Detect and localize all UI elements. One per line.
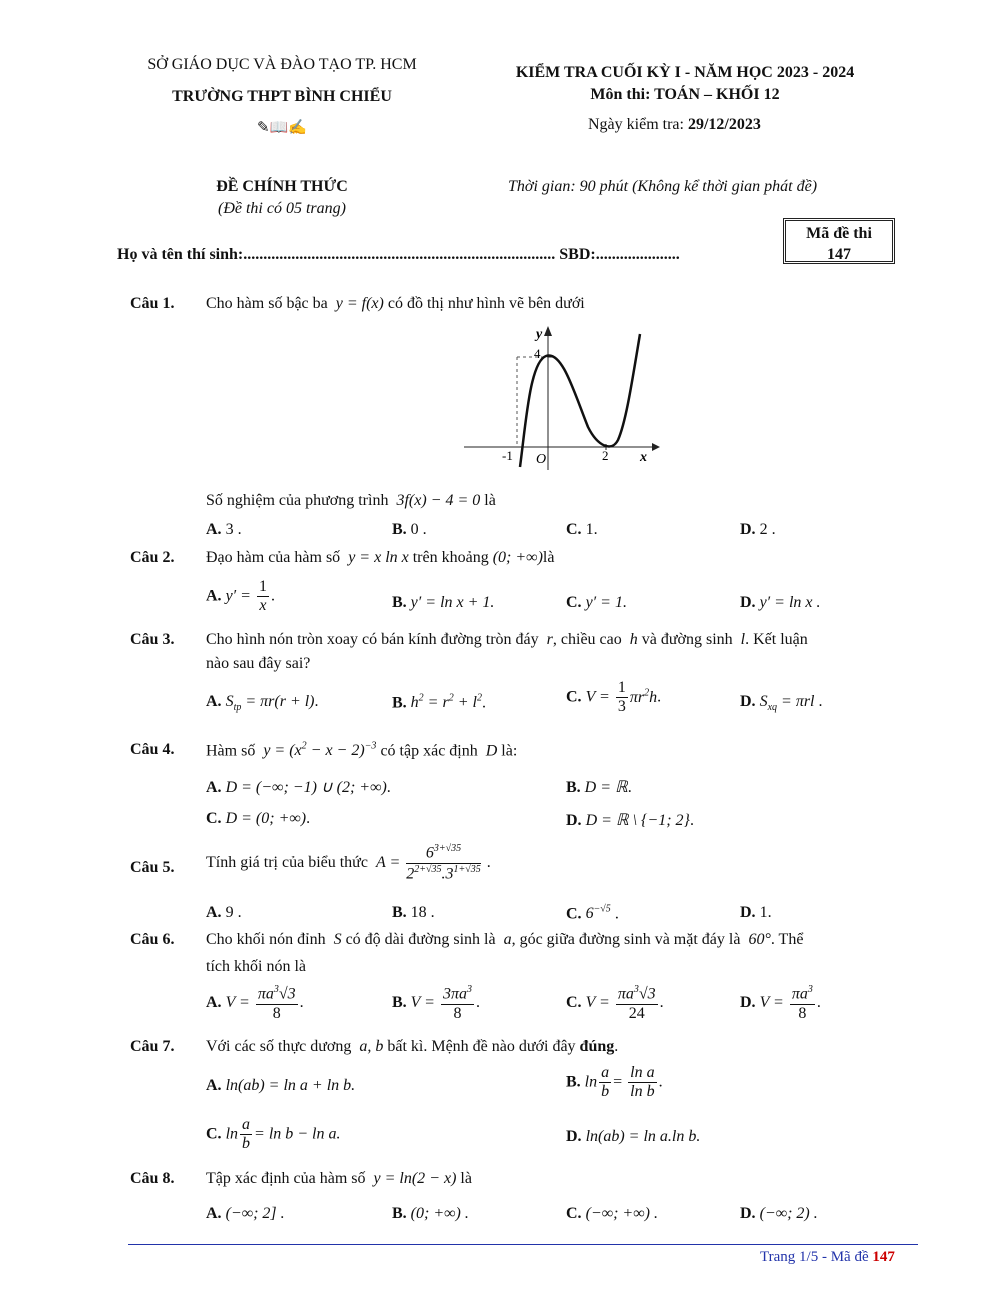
- q4-option-a[interactable]: A. D = (−∞; −1) ∪ (2; +∞).: [206, 779, 391, 796]
- exam-code: 147: [827, 246, 851, 263]
- q6-option-d[interactable]: D. V = $\frac{\pi a^3}{8}$ .: [740, 984, 821, 1022]
- q7-option-a[interactable]: A. ln(ab) = ln a + ln b.: [206, 1077, 356, 1094]
- q1-option-c[interactable]: C. 1.: [566, 521, 598, 538]
- q7-option-b[interactable]: B. ln $\frac{a}{b}$ = $\frac{\text{ln a}}{\text{ln b}}$ .: [566, 1064, 663, 1101]
- q5-option-b[interactable]: B. 18 .: [392, 904, 435, 921]
- q8-option-b[interactable]: B. (0; +∞) .: [392, 1205, 469, 1222]
- exam-code-box: [783, 218, 895, 264]
- q8-number: Câu 8.: [130, 1170, 175, 1187]
- q7-text: Với các số thực dương a, b bất kì. Mệnh đề nào dưới đây đúng.: [206, 1038, 619, 1055]
- q2-text: Đạo hàm của hàm số y = x ln x trên khoảng (0; +∞)là: [206, 549, 555, 566]
- q7-number: Câu 7.: [130, 1038, 175, 1055]
- q3-number: Câu 3.: [130, 631, 175, 648]
- school-name: TRƯỜNG THPT BÌNH CHIỂU: [172, 88, 392, 105]
- q5-number: Câu 5.: [130, 859, 175, 876]
- official-label: ĐỀ CHÍNH THỨC: [216, 178, 348, 195]
- exam-title: KIỂM TRA CUỐI KỲ I - NĂM HỌC 2023 - 2024: [515, 64, 855, 81]
- candidate-line[interactable]: Họ và tên thí sinh:.............................................................................. SBD:.....................: [117, 246, 680, 263]
- q7-option-d[interactable]: D. ln(ab) = ln a.ln b.: [566, 1128, 701, 1145]
- q8-text: Tập xác định của hàm số y = ln(2 − x) là: [206, 1170, 472, 1187]
- q2-number: Câu 2.: [130, 549, 175, 566]
- q6-text: Cho khối nón đỉnh S có độ dài đường sinh là a, góc giữa đường sinh và mặt đáy là 60°. Thể: [206, 931, 804, 948]
- q3-text-cont: nào sau đây sai?: [206, 655, 311, 672]
- q8-option-d[interactable]: D. (−∞; 2) .: [740, 1205, 818, 1222]
- q5-option-d[interactable]: D. 1.: [740, 904, 772, 921]
- exam-date: [588, 116, 761, 134]
- time-note: Thời gian: 90 phút (Không kể thời gian phát đề): [508, 178, 818, 195]
- q6-option-c[interactable]: C. V = $\frac{\pi a^3√3}{24}$ .: [566, 984, 664, 1022]
- x-axis-label: x: [640, 450, 647, 465]
- y-axis-label: y: [536, 327, 543, 342]
- q4-number: Câu 4.: [130, 741, 175, 758]
- q4-option-c[interactable]: C. D = (0; +∞).: [206, 810, 311, 827]
- tick-neg1: -1: [502, 448, 513, 463]
- exam-code-label: Mã đề thi: [806, 225, 872, 242]
- q3-option-a[interactable]: A. $S_{tp} = \pi r(r + l)$.: [206, 693, 319, 714]
- date-value: 29/12/2023: [687, 116, 761, 133]
- q2-option-a[interactable]: A. y′ = $\frac{1}{x}$ .: [206, 578, 275, 615]
- q2-option-d[interactable]: D. y′ = ln x .: [740, 594, 821, 611]
- q4-text: Hàm số $y = (x^2 - x - 2)^{-3}$ có tập xác định D là:: [206, 741, 518, 760]
- q4-option-d[interactable]: D. D = ℝ \ {−1; 2}.: [566, 812, 694, 829]
- q1-followup: Số nghiệm của phương trình 3f(x) − 4 = 0 là: [206, 492, 496, 509]
- q4-option-b[interactable]: B. D = ℝ.: [566, 779, 632, 796]
- ornament-icon: ✎📖✍: [257, 120, 307, 136]
- tick-4: 4: [534, 346, 541, 361]
- q1-number: Câu 1.: [130, 295, 175, 312]
- q2-option-b[interactable]: B. y′ = ln x + 1.: [392, 594, 495, 611]
- q2-option-c[interactable]: C. y′ = 1.: [566, 594, 627, 611]
- cubic-graph: [462, 322, 662, 472]
- footer-divider: [128, 1244, 918, 1245]
- q6-text-cont: tích khối nón là: [206, 958, 306, 975]
- exam-subject: Môn thi: TOÁN – KHỐI 12: [590, 86, 780, 103]
- q6-number: Câu 6.: [130, 931, 175, 948]
- date-label: Ngày kiểm tra:: [588, 116, 684, 133]
- q6-option-a[interactable]: A. V = $\frac{\pi a^3√3}{8}$ .: [206, 984, 304, 1022]
- q1-option-d[interactable]: D. 2 .: [740, 521, 776, 538]
- q1-option-a[interactable]: A. 3 .: [206, 521, 242, 538]
- tick-2: 2: [602, 448, 609, 463]
- department: SỞ GIÁO DỤC VÀ ĐÀO TẠO TP. HCM: [147, 56, 417, 73]
- q8-option-a[interactable]: A. (−∞; 2] .: [206, 1205, 285, 1222]
- pages-note: (Đề thi có 05 trang): [218, 200, 346, 217]
- q3-text: Cho hình nón tròn xoay có bán kính đường tròn đáy r, chiều cao h và đường sinh l. Kết luận: [206, 631, 808, 648]
- q1-text: Cho hàm số bậc ba y = f(x) có đồ thị như hình vẽ bên dưới: [206, 295, 585, 312]
- q3-option-c[interactable]: C. V = $\frac{1}{3}$ $\pi r^2h$.: [566, 679, 662, 716]
- q5-text: Tính giá trị của biểu thức A = $\frac{6^{3+√35}}{2^{2+√35}.3^{1+√35}}$ .: [206, 843, 491, 883]
- q7-option-c[interactable]: C. ln $\frac{a}{b}$ = ln b − ln a.: [206, 1116, 341, 1153]
- origin-label: O: [536, 452, 547, 467]
- page-footer: Trang 1/5 - Mã đề 147: [760, 1249, 895, 1265]
- q5-option-a[interactable]: A. 9 .: [206, 904, 242, 921]
- q3-option-d[interactable]: D. $S_{xq} = \pi rl$ .: [740, 693, 823, 714]
- q5-option-c[interactable]: C. $6^{-√5}$ .: [566, 904, 619, 923]
- q6-option-b[interactable]: B. V = $\frac{3\pi a^3}{8}$ .: [392, 984, 480, 1022]
- q1-option-b[interactable]: B. 0 .: [392, 521, 427, 538]
- q8-option-c[interactable]: C. (−∞; +∞) .: [566, 1205, 658, 1222]
- q3-option-b[interactable]: B. $h^2 = r^2 + l^2$.: [392, 693, 486, 712]
